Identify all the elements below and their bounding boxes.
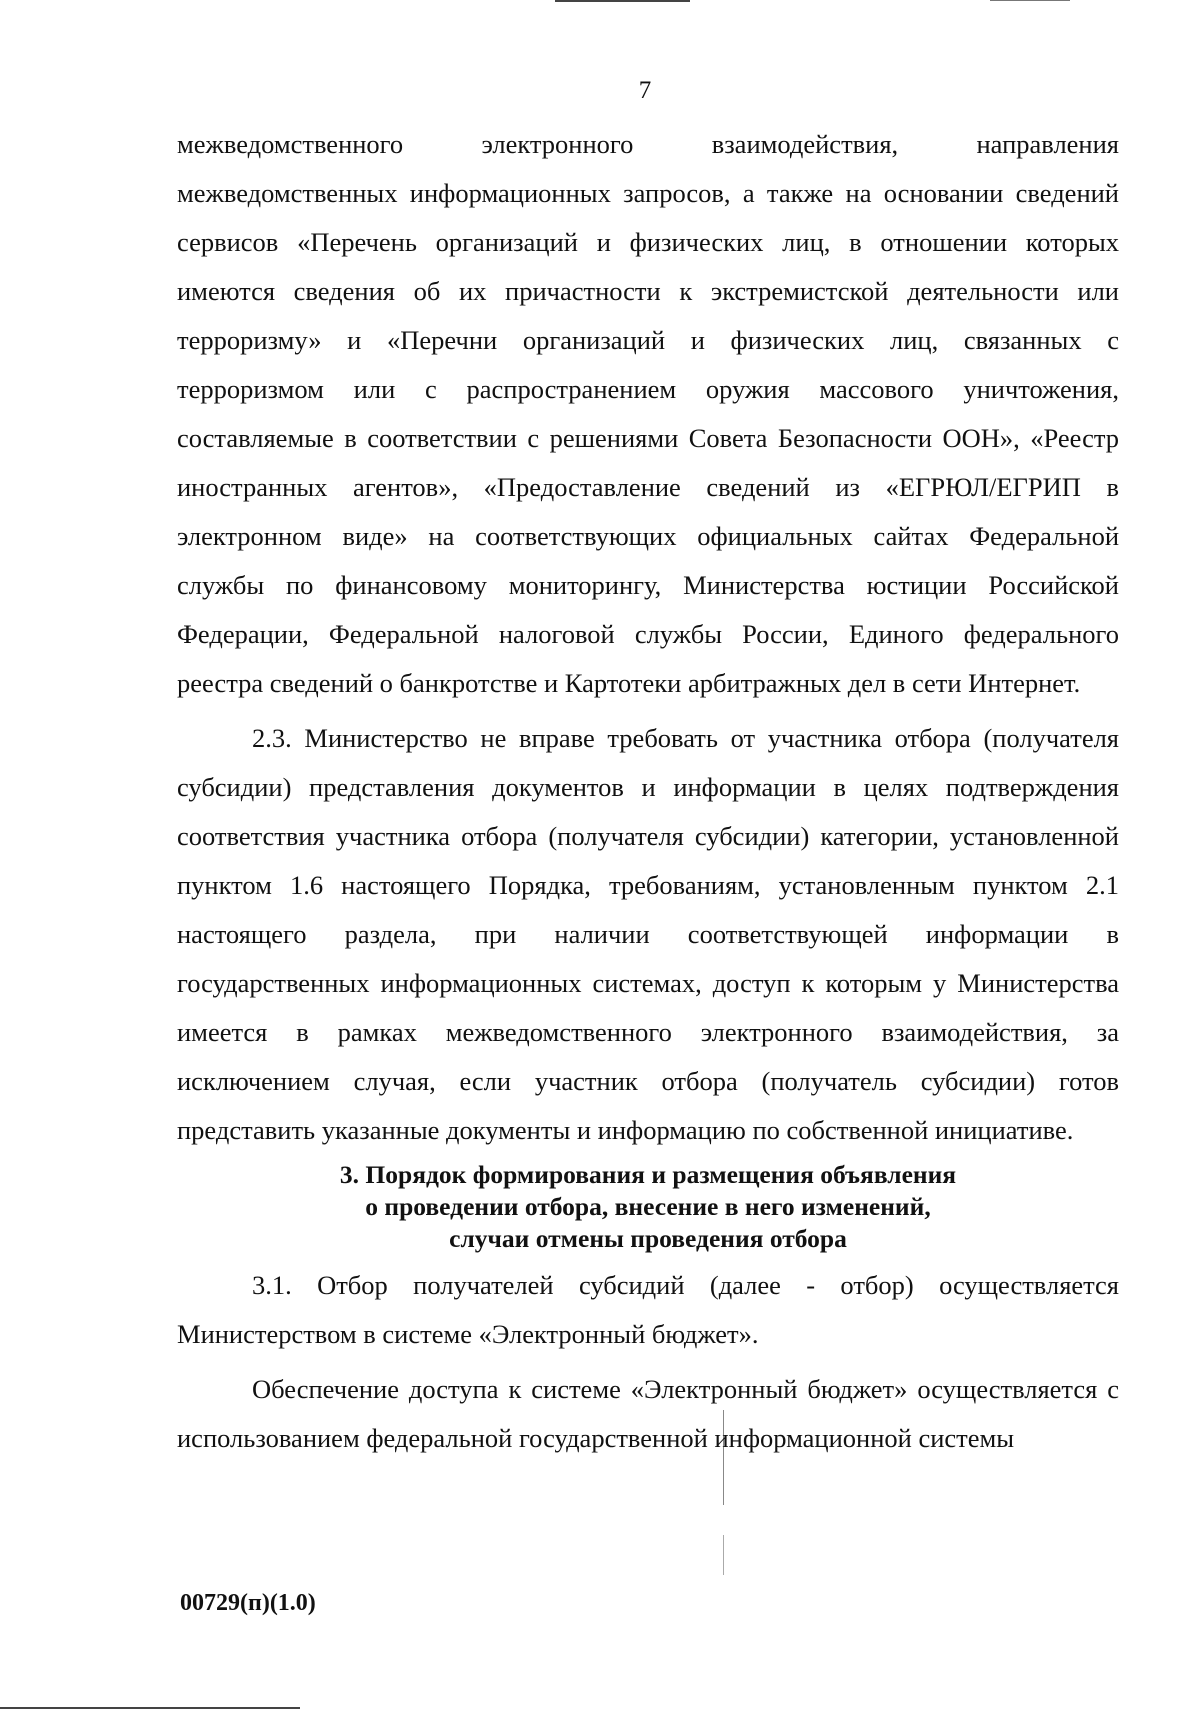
paragraph-2-3: 2.3. Министерство не вправе требовать от участника отбора (получателя субсидии) представления документов и информации в целях подтверждения соответствия участника отбора (получателя субсидии) категории, установленной пунктом 1.6 настоящего Порядка, требованиям, установленным пунктом 2.1 настоящего раздела, при наличии соответствующей информации в государственных информационных системах, доступ к которым у Министерства имеется в рамках межведомственного электронного взаимодействия, за исключением случая, если участник отбора (получатель субсидии) готов представить указанные документы и информацию по собственной инициативе.	[177, 723, 1119, 1145]
paragraph-3-1: 3.1. Отбор получателей субсидий (далее - отбор) осуществляется Министерством в системе «Электронный бюджет».	[177, 1270, 1119, 1349]
scan-artifact-bottom	[0, 1707, 300, 1709]
section-3-heading-line-1: 3. Порядок формирования и размещения объявления	[339, 1160, 957, 1189]
scan-artifact-top	[555, 0, 690, 2]
section-3-heading	[177, 1155, 1119, 1255]
document-body	[177, 120, 1119, 1463]
page-number: 7	[638, 77, 652, 104]
scan-artifact-top-right	[990, 0, 1070, 1]
paragraph-continuation: межведомственного электронного взаимодействия, направления межведомственных информационных запросов, а также на основании сведений сервисов «Перечень организаций и физических лиц, в отношении которых имеются сведения об их причастности к экстремистской деятельности или терроризму» и «Перечни организаций и физических лиц, связанных с терроризмом или с распространением оружия массового уничтожения, составляемые в соответствии с решениями Совета Безопасности ООН», «Реестр иностранных агентов», «Предоставление сведений из «ЕГРЮЛ/ЕГРИП в электронном виде» на соответствующих официальных сайтах Федеральной службы по финансовому мониторингу, Министерства юстиции Российской Федерации, Федеральной налоговой службы России, Единого федерального реестра сведений о банкротстве и Картотеки арбитражных дел в сети Интернет.	[177, 129, 1119, 698]
section-3-heading-line-2: о проведении отбора, внесение в него изменений,	[365, 1192, 931, 1221]
section-3-heading-line-3: случаи отмены проведения отбора	[449, 1224, 847, 1253]
document-code: 00729(п)(1.0)	[180, 1590, 316, 1616]
fold-crease-lower	[723, 1535, 724, 1575]
paragraph-access: Обеспечение доступа к системе «Электронный бюджет» осуществляется с использованием федеральной государственной информационной системы	[177, 1374, 1119, 1453]
